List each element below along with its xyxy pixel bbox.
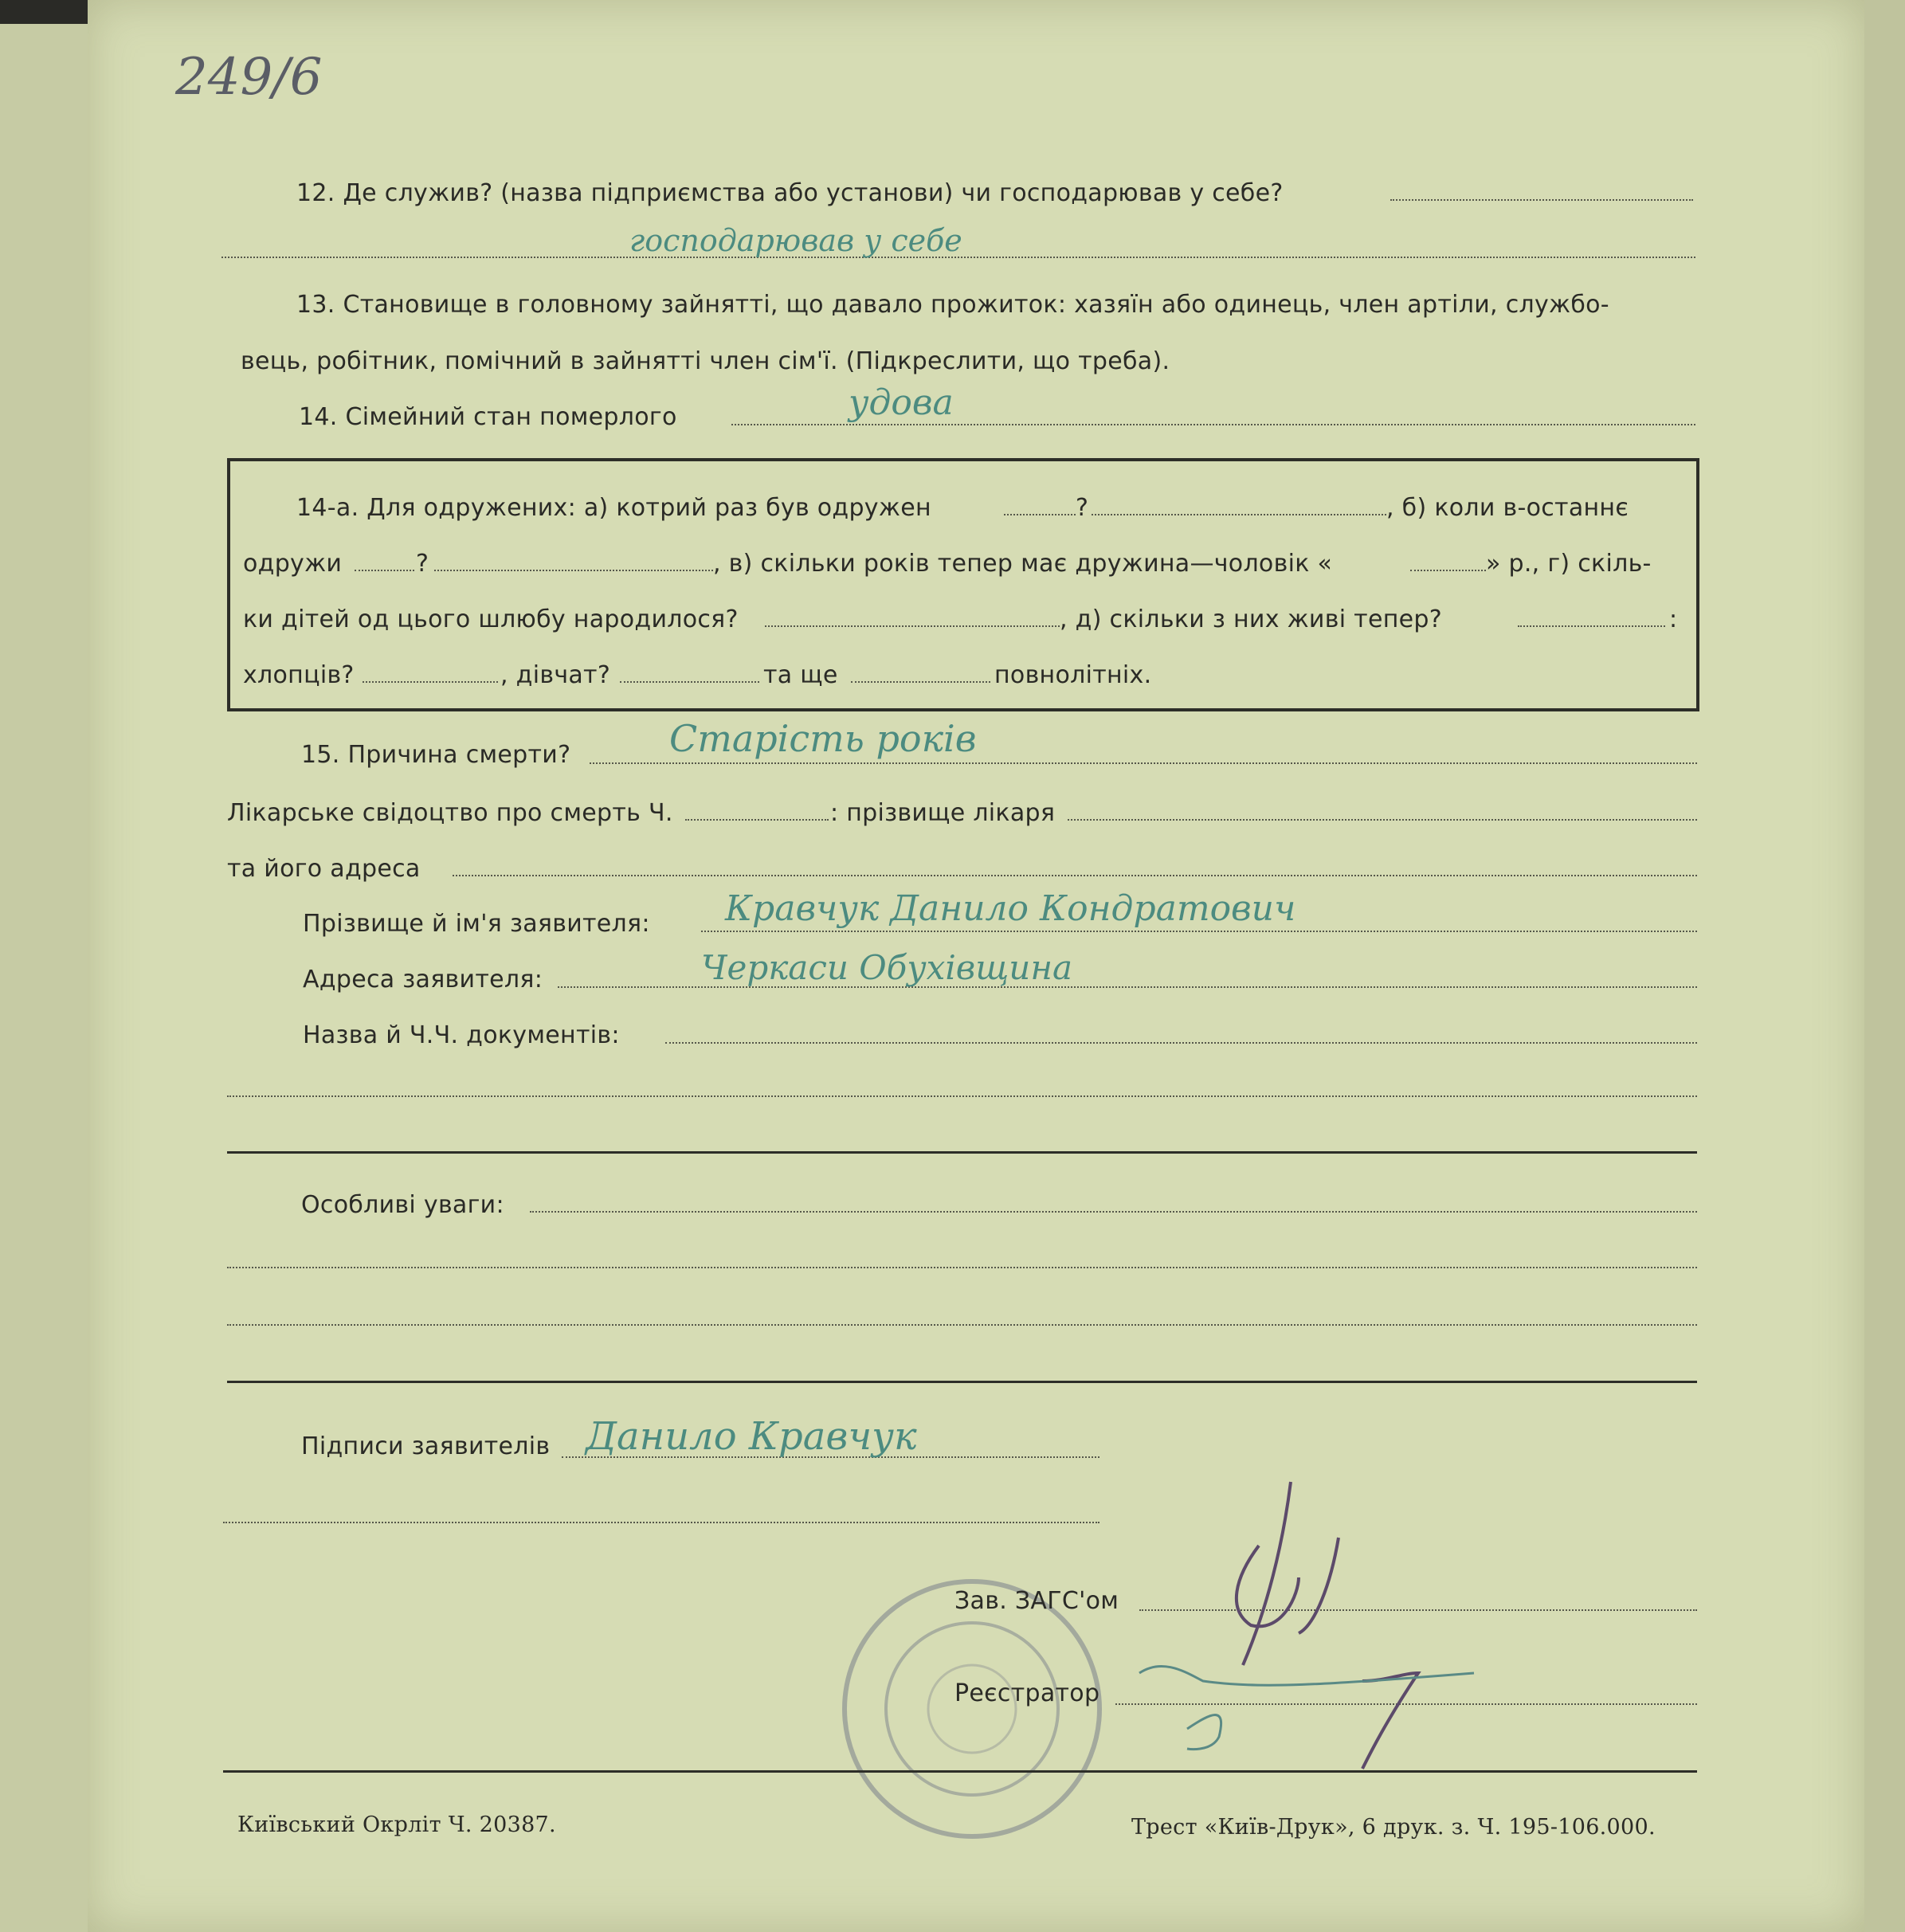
q12-line-1 — [1390, 199, 1693, 201]
q14a-boys: хлопців? — [243, 661, 355, 689]
q13-line-1: 13. Становище в головному зайнятті, що давало прожиток: хазяїн або одинець, член артіли, службо- — [296, 291, 1609, 319]
q14a-line-girls — [620, 681, 759, 683]
remarks-line-3 — [227, 1324, 1697, 1326]
signatures-value: Данило Кравчук — [586, 1414, 917, 1459]
q15-line — [590, 762, 1697, 764]
q14-line — [731, 424, 1695, 425]
signatures-label: Підписи заявителів — [301, 1432, 551, 1460]
q14a-qmark-b: ? — [416, 550, 429, 578]
q12-label: 12. Де служив? (назва підприємства або установи) чи господарював у себе? — [296, 179, 1284, 207]
q14a-line-a2 — [1092, 514, 1386, 515]
remarks-line-2 — [227, 1267, 1697, 1268]
q12-answer: господарював у себе — [629, 223, 962, 258]
q14a-girls: , дівчат? — [500, 661, 611, 689]
divider-1 — [227, 1151, 1697, 1154]
q14a-part-b: , б) коли в-останнє — [1386, 494, 1629, 522]
q14a-line-more — [851, 681, 990, 683]
applicant-docs-label: Назва й Ч.Ч. документів: — [303, 1021, 620, 1049]
q15-label: 15. Причина смерти? — [301, 741, 571, 769]
applicant-name-line — [701, 931, 1697, 932]
q14a-line-boys — [363, 681, 498, 683]
applicant-docs-line — [665, 1042, 1697, 1044]
registrar-label: Реєстратор — [954, 1679, 1100, 1707]
q14-label: 14. Сімейний стан померлого — [299, 403, 677, 431]
signatures-line-2 — [223, 1522, 1099, 1523]
footer-left: Київський Окрліт Ч. 20387. — [237, 1812, 556, 1837]
footer-right: Трест «Київ-Друк», 6 друк. з. Ч. 195-106.000. — [1131, 1815, 1656, 1840]
applicant-address-label: Адреса заявителя: — [303, 966, 543, 993]
archive-note: 249/6 — [175, 48, 323, 107]
doctor-address-label: та його адреса — [227, 855, 421, 883]
q14a-more: та ще — [763, 661, 838, 689]
q14a-part-c2: » р., г) скіль- — [1486, 550, 1652, 578]
q14a-colon: : — [1669, 605, 1678, 633]
remarks-line-1 — [530, 1211, 1697, 1213]
q14a-line-e — [1518, 625, 1665, 627]
applicant-docs-line-2 — [227, 1095, 1697, 1097]
applicant-name-label: Прізвище й ім'я заявителя: — [303, 910, 650, 938]
q14a-line-c — [1410, 570, 1486, 571]
q14a-qmark-a: ? — [1076, 494, 1089, 522]
applicant-name-value: Кравчук Данило Кондратович — [725, 888, 1296, 929]
remarks-label: Особливі уваги: — [301, 1191, 504, 1219]
doctor-cert-label: Лікарське свідоцтво про смерть Ч. — [227, 799, 673, 827]
q14a-line-b2 — [434, 570, 713, 571]
footer-divider — [223, 1770, 1697, 1773]
doctor-address-line — [453, 875, 1697, 876]
q14a-line-d — [765, 625, 1060, 627]
doctor-name-line — [1068, 819, 1697, 821]
registrar-signature — [1099, 1474, 1514, 1777]
q14a-part-d: ки дітей од цього шлюбу народилося? — [243, 605, 739, 633]
q14a-part-c: , в) скільки років тепер має дружина—чоловік « — [713, 550, 1333, 578]
doctor-cert-line — [685, 819, 829, 821]
q14a-line-a1 — [1004, 514, 1076, 515]
q14a-part-e: , д) скільки з них живі тепер? — [1060, 605, 1442, 633]
head-label: Зав. ЗАГС'ом — [954, 1587, 1119, 1615]
applicant-address-value: Черкаси Обухівщина — [701, 948, 1073, 987]
q14a-line-b1 — [355, 570, 414, 571]
q14-answer: удова — [849, 382, 954, 423]
doctor-name-label: : прізвище лікаря — [830, 799, 1056, 827]
q14a-part-b2: одружи — [243, 550, 343, 578]
divider-2 — [227, 1381, 1697, 1383]
q15-answer: Старість років — [669, 717, 977, 760]
q14a-adults: повнолітніх. — [994, 661, 1152, 689]
q13-line-2: вець, робітник, помічний в зайнятті член сім'ї. (Підкреслити, що треба). — [241, 347, 1170, 375]
q14a-part-a: 14-а. Для одружених: а) котрий раз був одружен — [296, 494, 931, 522]
